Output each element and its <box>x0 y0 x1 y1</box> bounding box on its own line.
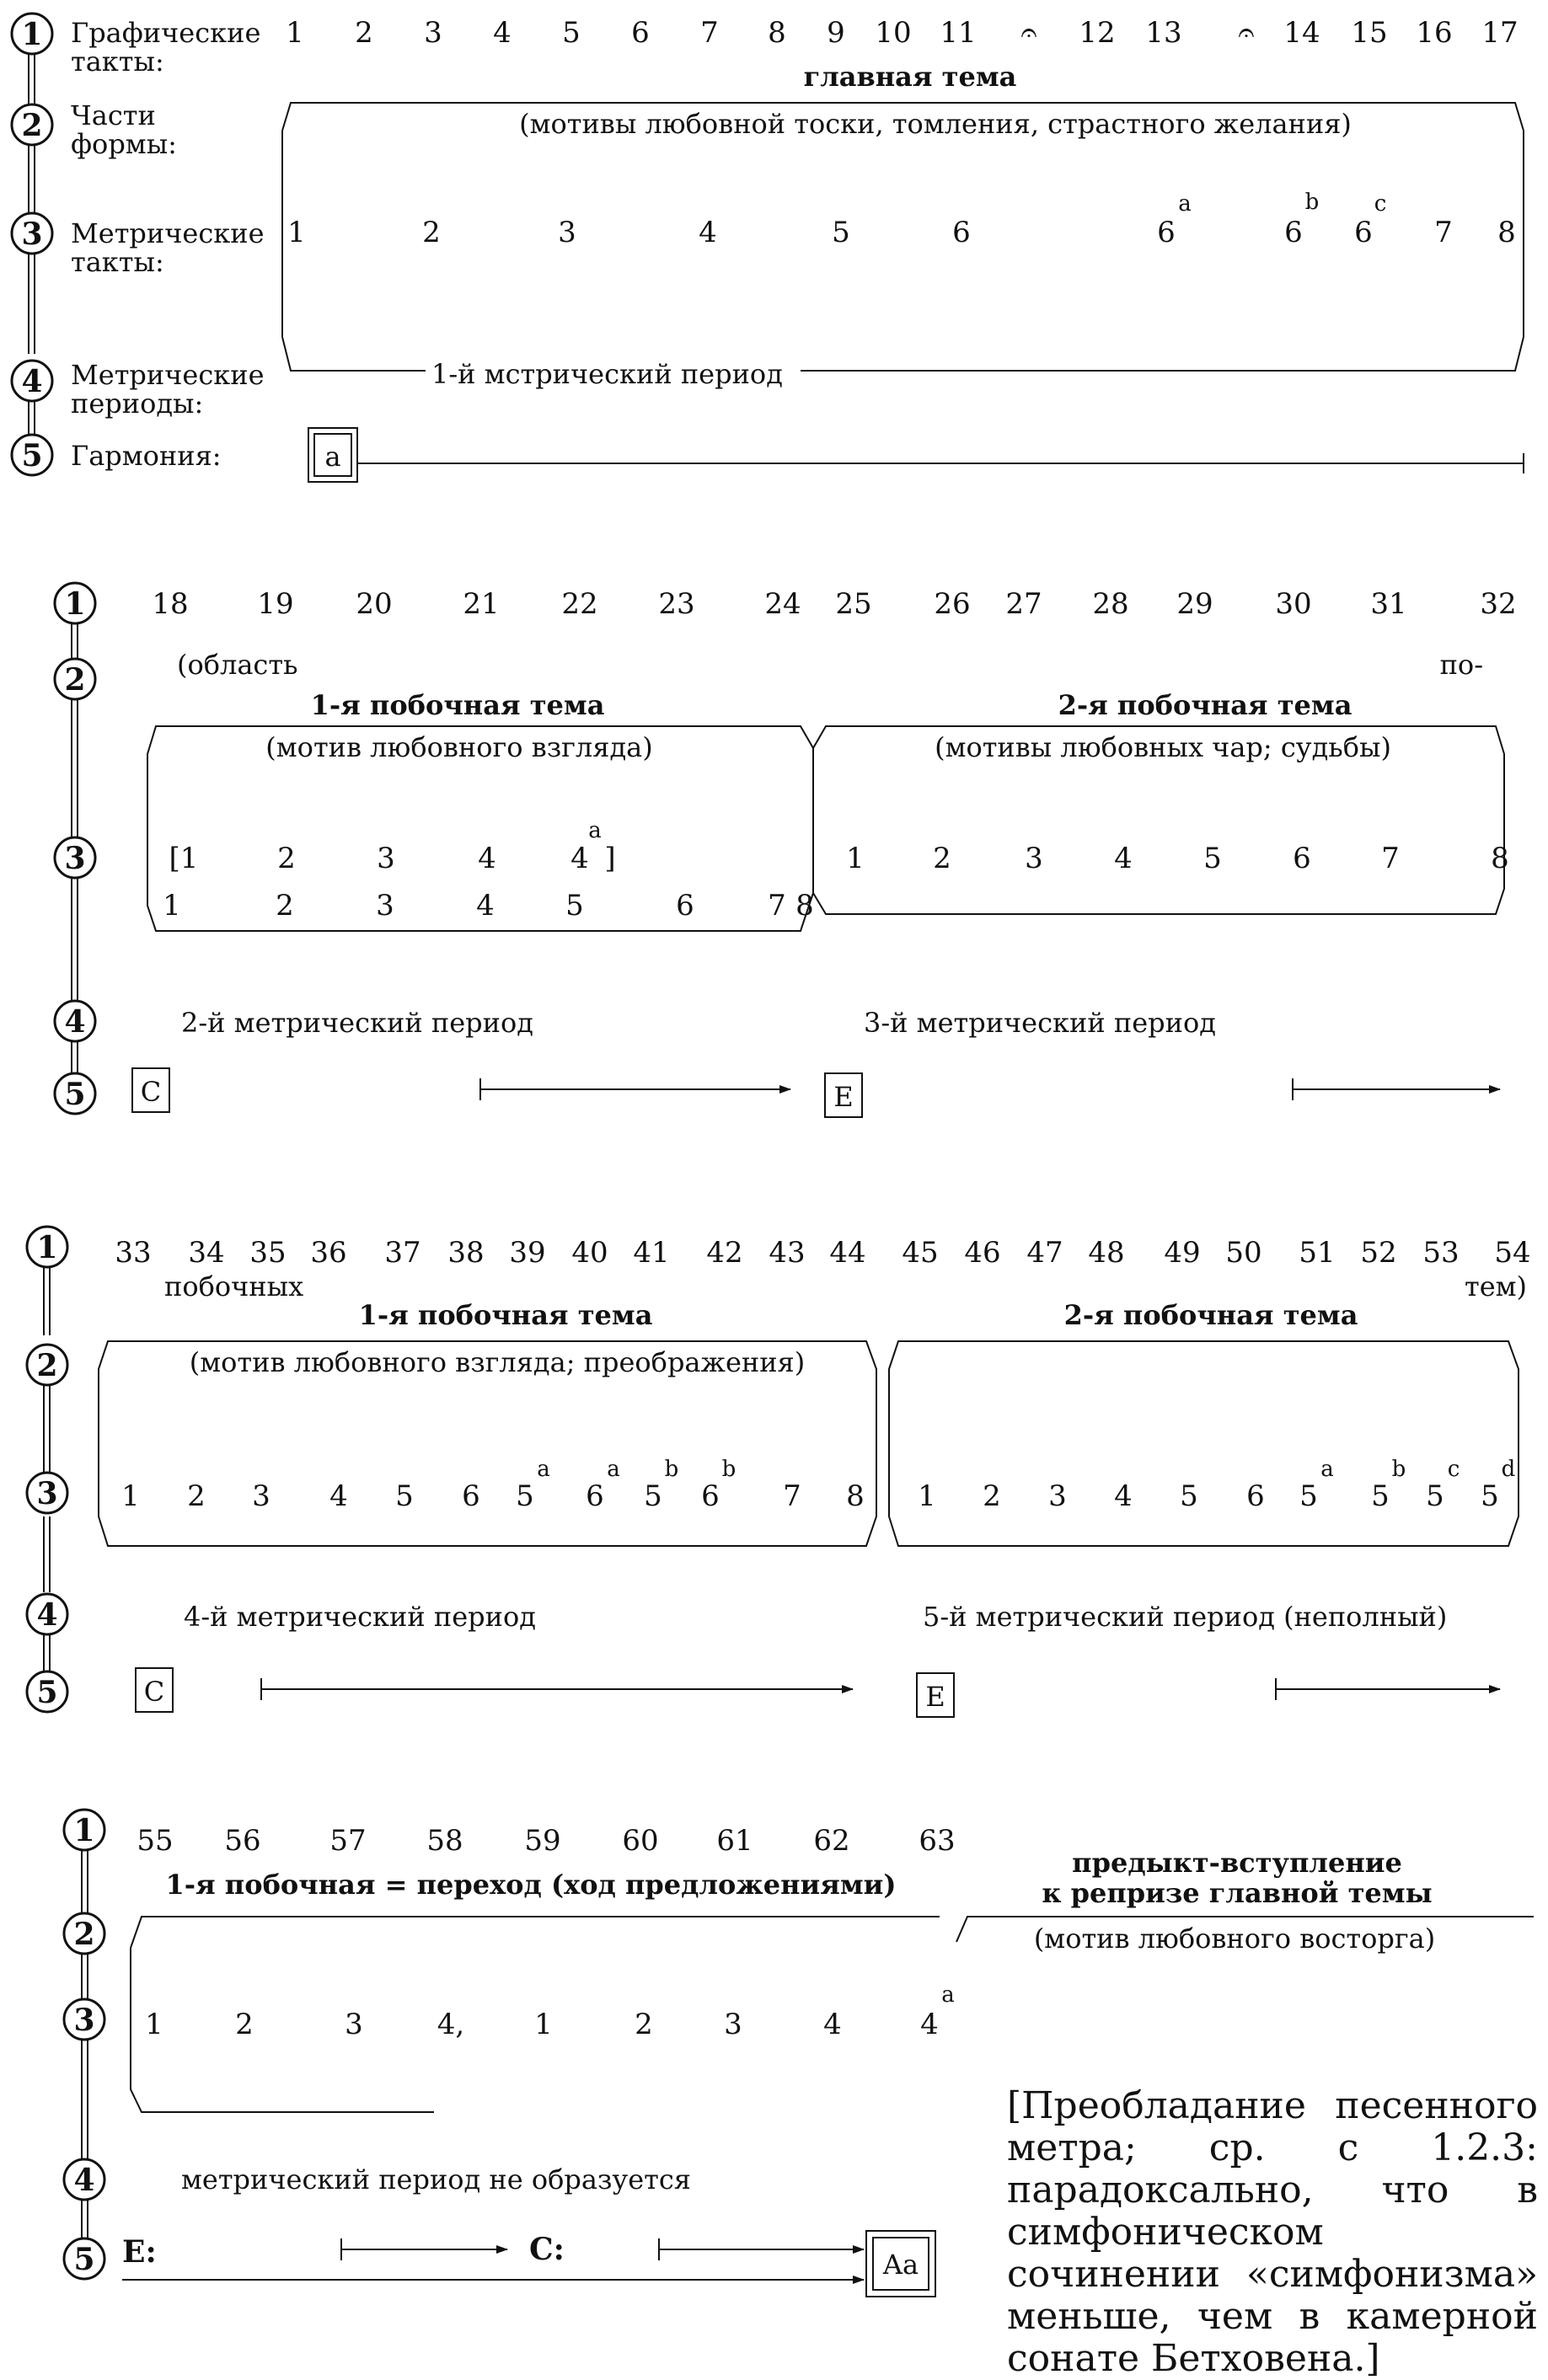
harmony-key-box <box>825 1073 862 1117</box>
svg-text:2: 2 <box>21 108 43 143</box>
metric-bar: 2 <box>933 842 951 875</box>
theme1-metric-bars <box>121 1457 865 1513</box>
system-3 <box>27 1227 1531 1717</box>
metric-bar: 5 <box>832 216 850 249</box>
label-graphic-bars-2: такты: <box>71 45 164 78</box>
svg-text:C: C <box>143 1676 165 1708</box>
theme1-title: 1-я побочная тема <box>358 1299 653 1331</box>
metric-bar: 1 <box>121 1479 140 1513</box>
region-label-cont: по- <box>1439 649 1483 681</box>
commentary-note: [Преобладание песенного метра; ср. с 1.2.3: парадоксально, что в симфоническом сочинении «симфонизма» меньше, чем в камерной сонате Бетховена.] <box>1007 2084 1538 2380</box>
svg-text:3: 3 <box>36 1476 58 1511</box>
bracketed-row <box>169 818 616 875</box>
theme2-title: 2-я побочная тема <box>1058 689 1352 721</box>
metric-bar: 2 <box>187 1479 206 1513</box>
circle-3 <box>27 1473 67 1513</box>
metric-bar-sup: c <box>1374 191 1387 217</box>
graphic-bar: 33 <box>115 1236 152 1270</box>
circle-5 <box>27 1671 67 1712</box>
metric-bar: 2 <box>235 2008 254 2041</box>
graphic-bar: 9 <box>827 16 845 50</box>
metric-bar: 4 <box>699 216 717 249</box>
graphic-bars-row <box>115 1236 1530 1270</box>
metric-bar-sup: b <box>664 1457 679 1482</box>
metric-bar: 2 <box>277 842 296 875</box>
region-label-open: (область <box>177 649 298 681</box>
metric-bar: 3 <box>1025 842 1043 875</box>
graphic-bar: 31 <box>1370 587 1407 621</box>
metric-bar: 4 <box>476 889 495 923</box>
circle-1 <box>27 1227 67 1267</box>
metric-bar: 3 <box>558 216 576 249</box>
fermata-icon: 𝄐 <box>1238 16 1255 50</box>
metric-bar: 6 <box>586 1479 604 1513</box>
metric-bar: 6 <box>462 1479 480 1513</box>
metric-bar: 3 <box>1048 1479 1067 1513</box>
metric-bar: 5 <box>644 1479 662 1513</box>
graphic-bar: 1 <box>286 16 304 50</box>
graphic-bar: 53 <box>1422 1236 1460 1270</box>
metric-bar: 8 <box>795 889 814 923</box>
theme1-motive: (мотив любовного взгляда; преображения) <box>189 1346 806 1378</box>
circle-4 <box>64 2159 104 2200</box>
graphic-bar: 37 <box>384 1236 421 1270</box>
circle-2 <box>12 104 52 145</box>
fermata-icon: 𝄐 <box>1020 16 1037 50</box>
circle-5 <box>55 1073 95 1114</box>
metric-bar-sup: a <box>537 1457 550 1482</box>
metric-bar: 6 <box>1284 216 1303 249</box>
metric-bar: 5 <box>1203 842 1222 875</box>
graphic-bar: 29 <box>1176 587 1213 621</box>
svg-text:E: E <box>925 1681 945 1713</box>
theme2-metric-bars <box>846 842 1509 875</box>
svg-text:2: 2 <box>36 1348 58 1383</box>
metric-bar-sup: a <box>607 1457 620 1482</box>
svg-text:C: C <box>140 1076 162 1108</box>
metric-bar: 1 <box>145 2008 163 2041</box>
predict-title-2: к репризе главной темы <box>1042 1877 1433 1909</box>
graphic-bar: 18 <box>152 587 189 621</box>
label-graphic-bars-1: Графические <box>71 17 261 49</box>
metric-bars-row <box>287 190 1516 249</box>
harmony-key-box <box>308 428 357 482</box>
circle-1 <box>12 13 52 54</box>
metric-bar: 2 <box>983 1479 1001 1513</box>
graphic-bar: 44 <box>829 1236 866 1270</box>
metric-bar: 8 <box>1491 842 1509 875</box>
graphic-bar: 40 <box>571 1236 608 1270</box>
graphic-bar: 14 <box>1283 16 1320 50</box>
graphic-bar: 42 <box>706 1236 743 1270</box>
metric-bar: 6 <box>701 1479 720 1513</box>
svg-text:a: a <box>324 441 341 473</box>
graphic-bar: 45 <box>902 1236 939 1270</box>
metric-bar: 2 <box>635 2008 653 2041</box>
metric-bar: 7 <box>1434 216 1453 249</box>
metric-bar: 8 <box>846 1479 865 1513</box>
label-form-parts-2: формы: <box>71 128 177 160</box>
metric-bar: 4 <box>570 842 589 875</box>
metric-period-5: 5-й метрический период (неполный) <box>923 1601 1448 1633</box>
metric-bar: 6 <box>1157 216 1176 249</box>
harmony-key-c: C: <box>529 2232 565 2267</box>
metric-bar: 3 <box>252 1479 270 1513</box>
circle-4 <box>27 1594 67 1634</box>
graphic-bar: 10 <box>875 16 912 50</box>
metric-bar: 5 <box>1299 1479 1318 1513</box>
harmony-key-box <box>132 1068 169 1112</box>
metric-bar: 6 <box>1293 842 1311 875</box>
graphic-bar: 12 <box>1079 16 1116 50</box>
graphic-bar: 2 <box>355 16 373 50</box>
metric-bar: 6 <box>952 216 971 249</box>
metric-bar: 5 <box>565 889 584 923</box>
graphic-bar: 48 <box>1088 1236 1125 1270</box>
svg-text:5: 5 <box>36 1675 58 1710</box>
metric-bar: 5 <box>1371 1479 1390 1513</box>
label-metric-bars-1: Метрические <box>71 217 265 249</box>
metric-period-3: 3-й метрический период <box>864 1007 1216 1039</box>
graphic-bar: 58 <box>426 1824 463 1858</box>
graphic-bar: 21 <box>463 587 500 621</box>
graphic-bar: 17 <box>1481 16 1519 50</box>
system-1 <box>12 13 1524 482</box>
circle-2 <box>64 1913 104 1954</box>
graphic-bar: 26 <box>934 587 971 621</box>
region-label-open: побочных <box>164 1270 304 1302</box>
metric-bar-sup: b <box>1304 190 1320 215</box>
system-2 <box>55 583 1517 1117</box>
graphic-bar: 41 <box>633 1236 670 1270</box>
svg-text:3: 3 <box>73 2003 95 2038</box>
circle-3 <box>55 837 95 878</box>
circle-5 <box>12 435 52 475</box>
metric-bar: 7 <box>783 1479 801 1513</box>
metric-bar: 4 <box>329 1479 348 1513</box>
graphic-bar: 8 <box>768 16 786 50</box>
metric-bar: 6 <box>1354 216 1373 249</box>
metric-bar-sup: d <box>1501 1457 1516 1482</box>
svg-text:Aa: Aa <box>882 2249 919 2281</box>
graphic-bar: 46 <box>964 1236 1001 1270</box>
metric-bar: 7 <box>768 889 786 923</box>
graphic-bar: 61 <box>716 1824 753 1858</box>
predict-motive: (мотив любовного восторга) <box>1033 1923 1436 1955</box>
graphic-bar: 27 <box>1005 587 1042 621</box>
svg-text:2: 2 <box>64 662 86 698</box>
metric-bar: 4 <box>823 2008 842 2041</box>
metric-bar: 6 <box>676 889 694 923</box>
graphic-bar: 7 <box>700 16 719 50</box>
graphic-bar: 6 <box>631 16 650 50</box>
metric-bar: 5 <box>1426 1479 1444 1513</box>
graphic-bars-row <box>137 1824 955 1858</box>
theme-title: главная тема <box>803 61 1017 93</box>
metric-period: 1-й мстрический период <box>431 358 783 390</box>
graphic-bar: 25 <box>835 587 872 621</box>
metric-bar-sup: a <box>941 1982 955 2008</box>
metric-bar: 1 <box>163 889 181 923</box>
harmony-key-e: E: <box>122 2234 157 2270</box>
svg-text:2: 2 <box>73 1917 95 1952</box>
graphic-bar: 63 <box>919 1824 956 1858</box>
graphic-bar: 23 <box>658 587 695 621</box>
label-form-parts-1: Части <box>71 99 156 131</box>
circle-5 <box>64 2238 104 2279</box>
circle-1 <box>55 583 95 623</box>
svg-text:3: 3 <box>64 841 86 876</box>
graphic-bar: 13 <box>1145 16 1182 50</box>
graphic-bar: 5 <box>562 16 581 50</box>
graphic-bar: 32 <box>1480 587 1517 621</box>
theme1-title: 1-я побочная тема <box>310 689 605 721</box>
metric-bar-sup: b <box>721 1457 737 1482</box>
graphic-bar: 16 <box>1416 16 1453 50</box>
graphic-bars-row <box>152 587 1516 621</box>
svg-text:E: E <box>833 1081 854 1113</box>
metric-bar: 8 <box>1497 216 1516 249</box>
metric-bar: 5 <box>395 1479 414 1513</box>
label-metric-periods-2: периоды: <box>71 388 204 420</box>
graphic-bar: 47 <box>1026 1236 1063 1270</box>
graphic-bar: 51 <box>1299 1236 1336 1270</box>
metric-bar-sup: c <box>1447 1457 1460 1482</box>
metric-period-4: 4-й метрический период <box>184 1601 536 1633</box>
metric-bar-sup: a <box>1178 191 1192 217</box>
graphic-bar: 50 <box>1225 1236 1262 1270</box>
label-metric-bars-2: такты: <box>71 246 164 278</box>
theme-motive: (мотивы любовной тоски, томления, страстного желания) <box>519 108 1352 140</box>
graphic-bar: 60 <box>622 1824 659 1858</box>
svg-text:5: 5 <box>64 1077 86 1112</box>
metric-bars-row <box>145 1982 955 2041</box>
graphic-bar: 57 <box>329 1824 367 1858</box>
graphic-bar: 11 <box>940 16 977 50</box>
graphic-bar: 35 <box>249 1236 287 1270</box>
metric-bar: 7 <box>1381 842 1400 875</box>
metric-bar: 5 <box>516 1479 534 1513</box>
metric-bar: 1 <box>534 2008 553 2041</box>
metric-bar-sup: a <box>588 818 602 843</box>
graphic-bar: 39 <box>509 1236 546 1270</box>
transition-title: 1-я побочная = переход (ход предложениями) <box>165 1869 897 1901</box>
graphic-bar: 20 <box>356 587 393 621</box>
graphic-bar: 28 <box>1092 587 1129 621</box>
graphic-bar: 15 <box>1351 16 1388 50</box>
metric-bar: 4, <box>437 2008 465 2041</box>
theme2-metric-bars <box>918 1457 1515 1513</box>
circle-4 <box>55 1001 95 1041</box>
region-label-close: тем) <box>1464 1270 1527 1302</box>
svg-text:4: 4 <box>21 364 43 399</box>
graphic-bar: 4 <box>493 16 512 50</box>
circle-3 <box>12 213 52 254</box>
predict-title-1: предыкт-вступление <box>1072 1847 1402 1879</box>
svg-text:5: 5 <box>21 438 43 473</box>
circle-2 <box>55 659 95 699</box>
theme2-title: 2-я побочная тема <box>1063 1299 1358 1331</box>
graphic-bar: 19 <box>257 587 294 621</box>
metric-bar: 4 <box>478 842 496 875</box>
svg-text:3: 3 <box>21 217 43 252</box>
graphic-bar: 24 <box>764 587 801 621</box>
metric-bar: 5 <box>1180 1479 1198 1513</box>
theme2-motive: (мотивы любовных чар; судьбы) <box>935 731 1391 763</box>
graphic-bar: 55 <box>137 1824 174 1858</box>
metric-bar: ] <box>604 842 616 875</box>
circle-3 <box>64 1999 104 2040</box>
graphic-bar: 38 <box>447 1236 485 1270</box>
graphic-bar: 36 <box>310 1236 347 1270</box>
final-key-box <box>866 2231 935 2297</box>
svg-text:5: 5 <box>73 2242 95 2277</box>
svg-text:1: 1 <box>36 1230 58 1265</box>
svg-text:1: 1 <box>73 1813 95 1848</box>
metric-bar: 4 <box>1114 1479 1133 1513</box>
label-harmony: Гармония: <box>71 440 222 472</box>
metric-bar: 6 <box>1246 1479 1265 1513</box>
graphic-bar: 62 <box>813 1824 850 1858</box>
graphic-bar: 30 <box>1275 587 1312 621</box>
svg-text:4: 4 <box>64 1004 86 1040</box>
graphic-bars-row <box>286 16 1518 50</box>
svg-text:4: 4 <box>73 2163 95 2198</box>
graphic-bar: 3 <box>424 16 442 50</box>
graphic-bar: 59 <box>524 1824 561 1858</box>
metric-bar: [1 <box>169 842 199 875</box>
harmony-key-box <box>136 1668 173 1712</box>
metric-bar-sup: a <box>1320 1457 1334 1482</box>
metric-period-2: 2-й метрический период <box>181 1007 533 1039</box>
graphic-bar: 43 <box>769 1236 806 1270</box>
metric-bar: 3 <box>345 2008 363 2041</box>
svg-text:1: 1 <box>21 17 43 52</box>
theme2-bracket <box>889 1341 1519 1546</box>
harmony-key-box <box>917 1673 954 1717</box>
circle-1 <box>64 1810 104 1850</box>
metric-bar: 5 <box>1481 1479 1499 1513</box>
svg-text:1: 1 <box>64 586 86 622</box>
svg-text:4: 4 <box>36 1597 58 1633</box>
metric-bar: 2 <box>422 216 441 249</box>
metric-bar: 4 <box>1114 842 1133 875</box>
graphic-bar: 56 <box>224 1824 261 1858</box>
metric-bar: 1 <box>846 842 865 875</box>
graphic-bar: 34 <box>188 1236 225 1270</box>
metric-bar: 3 <box>377 842 395 875</box>
metric-bar: 1 <box>918 1479 936 1513</box>
metric-bar: 2 <box>276 889 294 923</box>
circle-4 <box>12 361 52 401</box>
theme1-metric-bars <box>163 889 814 923</box>
graphic-bar: 52 <box>1360 1236 1397 1270</box>
metric-bar-sup: b <box>1391 1457 1406 1482</box>
graphic-bar: 54 <box>1494 1236 1531 1270</box>
theme1-motive: (мотив любовного взгляда) <box>265 731 653 763</box>
graphic-bar: 22 <box>561 587 598 621</box>
label-metric-periods-1: Метрические <box>71 359 265 391</box>
metric-bar: 1 <box>287 216 306 249</box>
metric-bar: 4 <box>920 2008 939 2041</box>
metric-bar: 3 <box>724 2008 742 2041</box>
circle-2 <box>27 1345 67 1385</box>
metric-period: метрический период не образуется <box>181 2163 691 2195</box>
graphic-bar: 49 <box>1164 1236 1201 1270</box>
metric-bar: 3 <box>376 889 394 923</box>
